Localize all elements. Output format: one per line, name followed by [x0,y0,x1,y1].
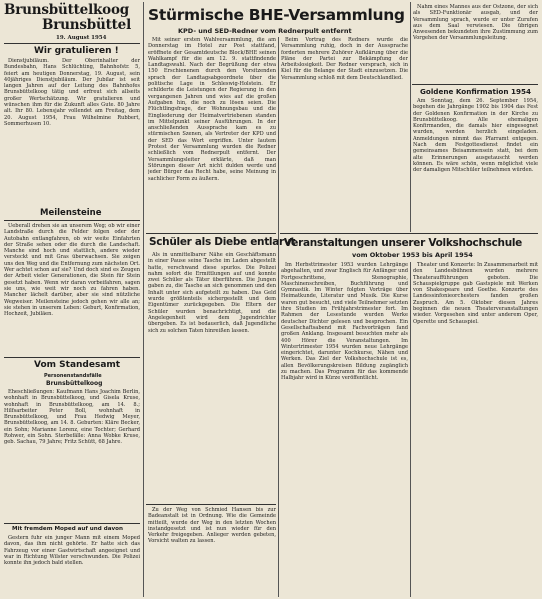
article-text: Als in unmittelbarer Nähe ein Geschäftsmann in einer Pause seine Tasche im Laden abgestellt hatte, verschwand diese spurlos. Die Polizei nahm sofort die Ermittlungen auf und konnte zwei Schüler als Täter überführen. Die Jungen gaben zu, die Tasche an sich genommen und den Inhalt unter sich aufgeteilt zu haben. Das Geld wurde größtenteils sichergestellt und dem Eigentümer zurückgegeben. Die Eltern der Schüler wurden benachrichtigt, und die Angelegenheit wird dem Jugendrichter übergeben. Es ist bedauerlich, daß Jugendliche sich zu solchen Taten hinreißen lassen. [148,252,276,334]
headline-vhs-sub: vom Oktober 1953 bis April 1954 [352,251,473,259]
article-text: Theater und Konzerte: In Zusammenarbeit mit den Landesbühnen wurden mehrere Theateraufführungen geboten. Die Schauspielgruppe gab Gastspiele mit Werken von Shakespeare und Goethe. Konzerte des Landessinfonieorchesters fanden großen Zuspruch. Am 5. Oktober diesen Jahres beginnen die neuen Theaterveranstaltungen wieder. Vorgesehen sind unter anderem Oper, Operette und Schauspiel. [413,262,538,325]
article-bhe-part2 [281,37,408,232]
rule [4,220,140,221]
masthead-title-line1: Brunsbüttelkoog [4,2,129,18]
column-rule [143,2,144,597]
article-text: Beim Vortrag des Redners wurde die Versammlung ruhig, doch in der Aussprache forderten mehrere Zuhörer Aufklärung über die Pläne der Partei zur Bekämpfung der Arbeitslosigkeit. Der Redner versprach, sich in Kiel für die Belange der Stadt einzusetzen. Die Versammlung schloß mit dem Deutschlandlied. [281,37,408,81]
article-bhe-part3 [413,4,538,82]
standesamt-sub: Personenstandsfälle [44,373,102,379]
article-vhs-part2 [413,262,538,597]
article-konfirmation [413,98,538,231]
rule [4,357,140,358]
headline-vhs: Veranstaltungen unserer Volkshochschule [284,237,522,249]
rule [146,233,276,234]
rule [280,233,538,234]
headline-moped: Mit fremdem Moped auf und davon [12,526,123,532]
article-text: Mit seiner ersten Wahlversammlung, die am Donnerstag im Hotel zur Post stattfand, eröffnete der Gesamtdeutsche Block/BHE seinen Wahlkampf für die am 12. 9. stattfindende Landtagswahl. Nach der Begrüßung der etwa 150 Erschienenen durch den Vorsitzenden sprach der Landtagsabgeordnete über die politische Lage in Schleswig-Holstein. Er schilderte die Leistungen der Regierung in den vergangenen Jahren und wies auf die großen Aufgaben hin, die noch zu lösen seien. Die Flüchtlingsfrage, der Wohnungsbau und die Eingliederung der Heimatvertriebenen standen im Mittelpunkt seiner Ausführungen. In der anschließenden Aussprache kam es zu stürmischen Szenen, als Vertreter der KPD und der SED das Wort ergriffen. Unter lautem Protest der Versammlung wurden die Redner schließlich vom Rednerpult entfernt. Der Versammlungsleiter erklärte, daß man Störungen dieser Art nicht dulden werde und jeder Bürger das Recht habe, seine Meinung in sachlicher Form zu äußern. [148,37,276,182]
masthead-date: 19. August 1954 [56,35,107,41]
standesamt-place: Brunsbüttelkoog [46,380,103,387]
article-bhe-part1 [148,37,276,232]
article-weg [148,507,276,597]
rule [4,523,140,524]
headline-standesamt: Vom Standesamt [34,360,121,370]
headline-gratulieren: Wir gratulieren ! [34,46,119,56]
article-text: Gestern fuhr ein junger Mann mit einem Moped davon, das ihm nicht gehörte. Er hatte sich das Fahrzeug vor einer Gastwirtschaft angeeignet und war in Richtung Wilster verschwunden. Die Polizei konnte ihn jedoch bald stellen. [4,535,140,567]
article-text: Eheschließungen: Kaufmann Hans Joachim Berlin, wohnhaft in Brunsbüttelkoog, und Gisela Kruse, wohnhaft in Brunsbüttelkoog, am 14. 8.; Hilfsarbeiter Peter Boll, wohnhaft in Brunsbüttelkoog, und Frau Hedwig Meyer, Brunsbüttelkoog, am 14. 8. Geburten: Kläre Becker, ein Sohn; Marianne Lorenz, eine Tochter; Gerhard Rohwer, ein Sohn. Sterbefälle: Anna Wobke Kruse, geb. Sachau, 79 Jahre; Fritz Schütt, 68 Jahre. [4,389,140,446]
headline-main-sub: KPD- und SED-Redner vom Rednerpult entfernt [178,27,352,35]
article-text: Ueberall drehen sie an unserem Weg; ob wir einer Landstraße durch die Felder folgen oder der Autobahn entlangfahren, ob wir weite Einfahrten der Straße sehen oder die durch die Landschaft. Manche sind hoch und stattlich, andere wieder versteckt und mit Gras überwachsen. Sie zeigen uns den Weg und die Entfernung zum nächsten Ort. Wer achtet schon auf sie? Und doch sind es Zeugen der Arbeit vieler Generationen, die Stein für Stein gesetzt haben. Wenn wir daran vorbeifahren, sagen sie uns, wie weit wir noch zu fahren haben. Mancher lächelt darüber, aber sie sind nützliche Wegweiser. Meilensteine jedoch gehen wir alle an; sie stehen in unserem Leben: Geburt, Konfirmation, Hochzeit, Jubiläen. [4,223,140,318]
article-vhs-part1 [281,262,408,597]
article-schueler [148,252,276,502]
article-text: Zu der Weg von Schmied Hansen bis zur Badeanstalt ist in Ordnung. Wie die Gemeinde mitteilt, wurde der Weg in den letzten Wochen instandgesetzt und ist nun wieder für den Verkehr freigegeben. Anlieger werden gebeten, Vorsicht walten zu lassen. [148,507,276,545]
article-text: Nahm eines Mannes aus der Ostzone, der sich als SED-Funktionär ausgab, und der Versammlung sprach, wurde er unter Zurufen aus dem Saal verwiesen. Die übrigen Anwesenden bekundeten ihre Zustimmung zum Vorgehen der Versammlungsleitung. [413,4,538,42]
headline-schueler: Schüler als Diebe entlarvt [149,236,296,248]
headline-main: Stürmische BHE-Versammlung [148,6,405,24]
headline-konfirmation: Goldene Konfirmation 1954 [420,87,531,96]
headline-meilensteine: Meilensteine [40,208,102,218]
masthead-rule [4,43,140,44]
rule [412,84,538,85]
column-rule [410,262,411,597]
article-text: Dienstjubiläum. Der Oberinhalter der Bundesbahn, Hans Schlüchting, Bahnhofstr. 5, feiert am heutigen Donnerstag, 19. August, sein 40jähriges Dienstjubiläum. Der Jubilar ist seit langen Jahren auf der Leitung des Bahnhofes Brunsbüttelkoog tätig und erfreut sich allseits großer Wertschätzung. Wir gratulieren und wünschen ihm für die Zukunft alles Gute. 80 Jahre alt. Ihr 80. Lebensjahr vollendet am Freitag, dem 20. August 1954, Frau Wilhelmine Rubbert, Sommerhusen 10. [4,58,140,127]
rule [146,504,276,505]
masthead-title-line2: Brunsbüttel [42,17,131,33]
column-rule [278,37,279,597]
article-moped [4,535,140,597]
column-rule [410,2,411,232]
article-meilensteine [4,223,140,355]
article-text: Im Herbsttrimester 1953 wurden Lehrgänge abgehalten, und zwar Englisch für Anfänger und Fortgeschrittene, Stenographie, Maschinenschreiben, Buchführung und Gymnastik. Im Winter folgten Vorträge über Heimatkunde, Literatur und Musik. Die Kurse waren gut besucht, und viele Teilnehmer setzten ihre Studien im Frühjahrstrimester fort. Im Rahmen der Lesestunde wurden Werke deutscher Dichter gelesen und besprochen. Ein Gesellschaftsabend mit Fachvorträgen fand großen Anklang. Insgesamt besuchten mehr als 400 Hörer die Veranstaltungen. Im Wintertrimester 1954 wurden neue Lehrgänge eingerichtet, darunter Kochkurse, Nähen und Werken. Das Ziel der Volkshochschule ist es, allen Bevölkerungskreisen Bildung zugänglich zu machen. Das Programm für das kommende Halbjahr wird in Kürze veröffentlicht. [281,262,408,382]
article-standesamt [4,389,140,521]
article-gratulieren [4,58,140,198]
article-text: Am Sonntag, dem 26. September 1954, begehen die Jahrgänge 1902 bis 1904 das Fest der Goldenen Konfirmation in der Kirche zu Brunsbüttelkoog. Alle ehemaligen Konfirmanden, die damals hier eingesegnet wurden, werden herzlich eingeladen. Anmeldungen nimmt das Pfarramt entgegen. Nach dem Festgottesdienst findet ein gemeinsames Beisammensein statt, bei dem alte Erinnerungen ausgetauscht werden können. Es wäre schön, wenn möglichst viele der damaligen Mitschüler teilnehmen würden. [413,98,538,174]
